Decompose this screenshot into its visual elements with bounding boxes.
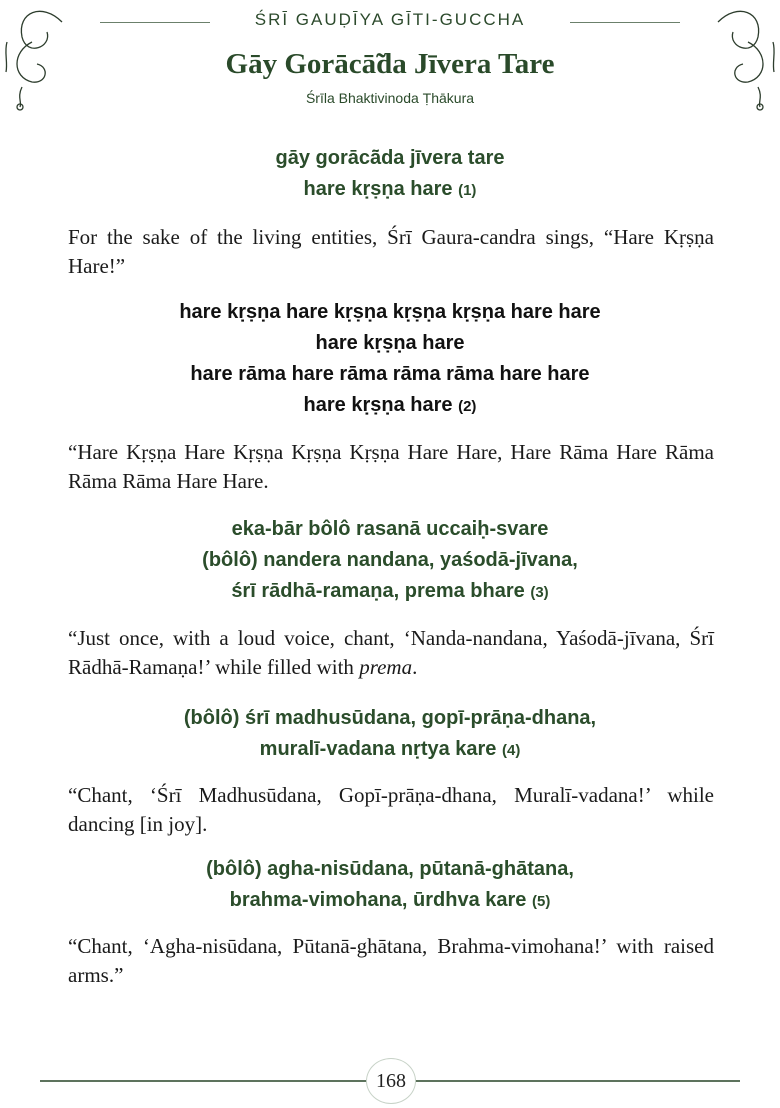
author-name: Śrīla Bhaktivinoda Ṭhākura — [305, 90, 475, 106]
translation-2: “Hare Kṛṣṇa Hare Kṛṣṇa Kṛṣṇa Kṛṣṇa Hare Hare, Hare Rāma Hare Rāma Rāma Rāma Hare Hare. — [68, 440, 714, 493]
verse-line: (bôlô) nandera nandana, yaśodā-jīvana, — [202, 549, 578, 571]
song-title: Gāy Gorācā̃da Jīvera Tare — [225, 48, 555, 80]
verse-line: hare kṛṣṇa hare — [303, 394, 453, 416]
translation-5: “Chant, ‘Agha-nisūdana, Pūtanā-ghātana, Brahma-vimohana!’ with raised arms.” — [68, 934, 714, 987]
translation-4: “Chant, ‘Śrī Madhusūdana, Gopī-prāṇa-dhana, Muralī-vadana!’ while dancing [in joy]. — [68, 783, 714, 836]
verse-line: brahma-vimohana, ūrdhva kare — [229, 889, 527, 911]
verse-line: eka-bār bôlô rasanā uccaiḥ-svare — [231, 518, 549, 540]
verse-line: gāy gorācā̃da jīvera tare — [275, 147, 505, 169]
verse-1 — [60, 143, 720, 206]
verse-line: hare rāma hare rāma rāma rāma hare hare — [190, 363, 590, 385]
verse-line: hare kṛṣṇa hare — [303, 178, 453, 200]
translation-text: “Just once, with a loud voice, chant, ‘Nanda-nandana, Yaśodā-jīvana, Śrī Rādhā-Ramaṇa!’ while filled with — [68, 626, 714, 679]
verse-4 — [60, 703, 720, 766]
verse-number: (1) — [458, 182, 477, 199]
running-title: ŚRĪ GAUḌĪYA GĪTI-GUCCHA — [254, 10, 526, 29]
verse-3 — [60, 514, 720, 608]
verse-number: (3) — [530, 584, 549, 601]
verse-line: hare kṛṣṇa hare kṛṣṇa kṛṣṇa kṛṣṇa hare hare — [179, 301, 601, 323]
verse-line: hare kṛṣṇa hare — [315, 332, 465, 354]
verse-number: (4) — [502, 742, 521, 759]
translation-text: . — [412, 655, 418, 679]
page-number: 168 — [366, 1058, 416, 1104]
verse-number: (5) — [532, 893, 551, 910]
verse-2 — [60, 297, 720, 422]
verse-5 — [60, 854, 720, 917]
verse-line: śrī rādhā-ramaṇa, prema bhare — [231, 580, 525, 602]
verse-line: (bôlô) agha-nisūdana, pūtanā-ghātana, — [206, 858, 574, 880]
verse-line: muralī-vadana nṛtya kare — [259, 738, 497, 760]
verse-line: (bôlô) śrī madhusūdana, gopī-prāṇa-dhana, — [183, 707, 597, 729]
translation-3 — [68, 624, 714, 682]
translation-1: For the sake of the living entities, Śrī Gaura-candra sings, “Hare Kṛṣṇa Hare!” — [68, 225, 714, 278]
translation-italic-term: prema — [359, 655, 413, 679]
verse-number: (2) — [458, 398, 477, 415]
